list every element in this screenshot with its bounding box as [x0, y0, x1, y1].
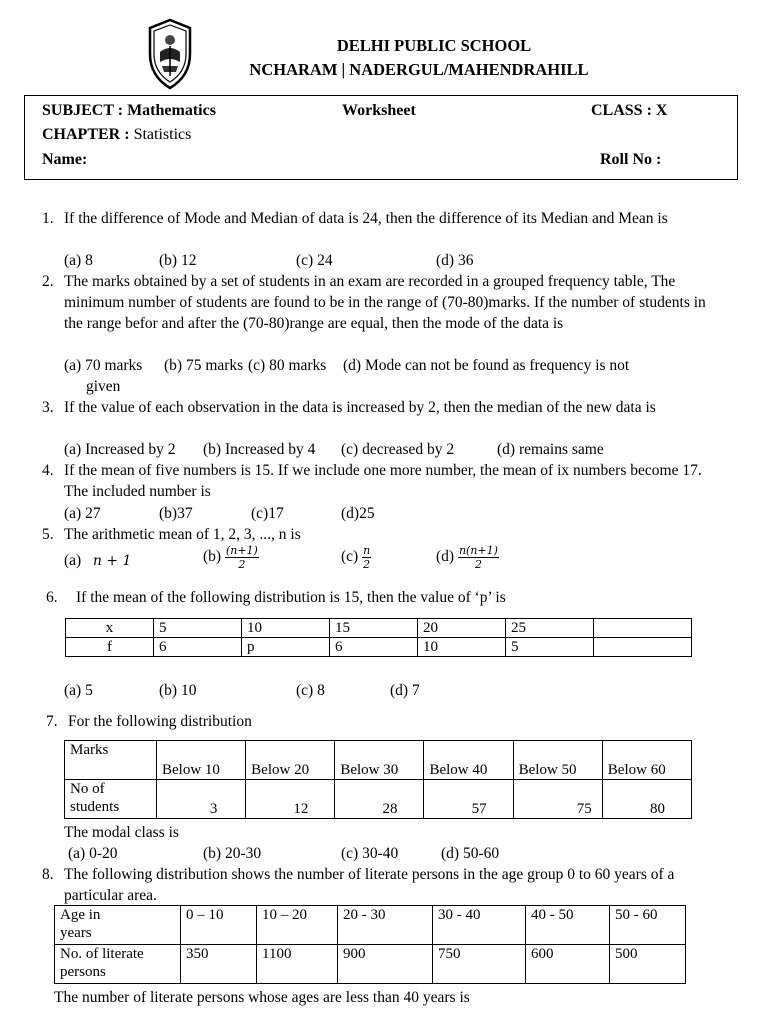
table-cell: 10 – 20	[257, 906, 338, 945]
table-cell: 6	[154, 638, 242, 657]
q7-option-a: (a) 0-20	[68, 845, 118, 862]
table-cell: 900	[338, 945, 433, 984]
q1-number: 1.	[42, 210, 54, 227]
q3-option-b: (b) Increased by 4	[203, 441, 316, 458]
q1-option-d: (d) 36	[436, 252, 474, 269]
table-cell: p	[242, 638, 330, 657]
q3-option-d: (d) remains same	[497, 441, 604, 458]
q2-option-c: (c) 80 marks	[248, 357, 327, 374]
q3-number: 3.	[42, 399, 54, 416]
name-label: Name:	[42, 151, 88, 168]
q7-row-label-line2: students	[70, 799, 120, 815]
table-cell: 5	[506, 638, 594, 657]
q5-option-c-fraction	[362, 544, 371, 571]
q5-option-c	[341, 544, 371, 571]
q7-distribution-table	[64, 740, 692, 819]
q2-option-b: (b) 75 marks	[164, 357, 244, 374]
q5-number: 5.	[42, 526, 54, 543]
q5-option-c-label: (c)	[341, 548, 359, 566]
q8-literacy-table	[54, 905, 686, 984]
table-row	[66, 619, 692, 638]
q8-after-text: The number of literate persons whose ages are less than 40 years is	[54, 989, 470, 1006]
chapter-value: Statistics	[133, 126, 192, 143]
school-location: NCHARAM | NADERGUL/MAHENDRAHILL	[249, 60, 589, 79]
table-cell: 50 - 60	[610, 906, 686, 945]
worksheet-label: Worksheet	[342, 102, 416, 119]
q7-option-c: (c) 30-40	[341, 845, 399, 862]
q6-number: 6.	[46, 589, 58, 606]
table-row	[65, 741, 692, 780]
q7-row-label	[65, 780, 157, 819]
q7-number: 7.	[46, 713, 58, 730]
q5-option-d-fraction	[458, 544, 499, 571]
table-cell: 750	[433, 945, 526, 984]
q5-option-c-denominator: 2	[363, 558, 371, 571]
q7-header-cell: Marks	[65, 741, 157, 780]
q1-option-c: (c) 24	[296, 252, 333, 269]
q5-option-a	[64, 550, 131, 572]
table-cell	[594, 619, 692, 638]
q5-option-b-label: (b)	[203, 548, 222, 566]
table-cell: 10	[242, 619, 330, 638]
table-cell: Below 60	[602, 741, 691, 780]
table-row	[55, 945, 686, 984]
table-row	[66, 638, 692, 657]
table-cell: 600	[526, 945, 610, 984]
table-row	[55, 906, 686, 945]
q6-option-c: (c) 8	[296, 682, 325, 699]
table-cell: 5	[154, 619, 242, 638]
q7-row-label-line1: No of	[70, 781, 105, 797]
q8-row1-label-line1: Age in	[60, 907, 101, 923]
q6-distribution-table	[65, 618, 692, 657]
q8-row2-label-line2: persons	[60, 964, 106, 980]
q4-text: If the mean of five numbers is 15. If we include one more number, the mean of ix numbers become 17. The included number is	[64, 462, 702, 500]
q2-option-d-continued: given	[86, 378, 121, 395]
table-cell: f	[66, 638, 154, 657]
q5-option-a-expr: n + 1	[92, 553, 132, 569]
q5-option-b-numerator: (n+1)	[225, 544, 258, 557]
table-cell: 12	[246, 780, 335, 819]
q6-option-a: (a) 5	[64, 682, 93, 699]
table-cell: 350	[181, 945, 257, 984]
q5-option-b-denominator: 2	[238, 558, 246, 571]
q8-text: The following distribution shows the number of literate persons in the age group 0 to 60 years of a particular area.	[64, 866, 675, 904]
q6-option-d: (d) 7	[390, 682, 420, 699]
table-cell: 0 – 10	[181, 906, 257, 945]
table-cell: 57	[424, 780, 513, 819]
table-cell: 6	[330, 638, 418, 657]
q2-text: The marks obtained by a set of students in an exam are recorded in a grouped frequency table, The minimum number of students are found to be in the range of (70-80)marks. If the number of students in the range befor and after the (70-80)range are equal, then the mode of the data is	[64, 273, 706, 332]
q3-option-a: (a) Increased by 2	[64, 441, 176, 458]
q8-row2-label	[55, 945, 181, 984]
q3-option-c: (c) decreased by 2	[341, 441, 455, 458]
table-cell: 10	[418, 638, 506, 657]
q8-row1-label-line2: years	[60, 925, 92, 941]
q5-option-d-denominator: 2	[474, 558, 482, 571]
subject-label: SUBJECT : Mathematics	[42, 102, 216, 119]
table-cell: Below 40	[424, 741, 513, 780]
q1-option-a: (a) 8	[64, 252, 93, 269]
q4-option-a: (a) 27	[64, 505, 101, 522]
q4-option-d: (d)25	[341, 505, 375, 522]
q7-option-b: (b) 20-30	[203, 845, 262, 862]
table-cell: 28	[335, 780, 424, 819]
table-cell: 15	[330, 619, 418, 638]
q6-text: If the mean of the following distribution is 15, then the value of ‘p’ is	[76, 589, 506, 606]
q7-text: For the following distribution	[68, 713, 252, 730]
q2-option-a: (a) 70 marks	[64, 357, 143, 374]
table-cell	[594, 638, 692, 657]
table-cell: Below 20	[246, 741, 335, 780]
q4-number: 4.	[42, 462, 54, 479]
table-row	[65, 780, 692, 819]
table-cell: Below 50	[513, 741, 602, 780]
q5-text: The arithmetic mean of 1, 2, 3, ..., n is	[64, 526, 301, 543]
school-name: DELHI PUBLIC SCHOOL	[336, 36, 532, 55]
table-cell: 3	[157, 780, 246, 819]
q2-number: 2.	[42, 273, 54, 290]
table-cell: Below 10	[157, 741, 246, 780]
table-cell: 80	[602, 780, 691, 819]
q1-text: If the difference of Mode and Median of data is 24, then the difference of its Median and Mean is	[64, 210, 668, 227]
q5-option-d-label: (d)	[436, 548, 455, 566]
table-cell: x	[66, 619, 154, 638]
roll-label: Roll No :	[600, 151, 662, 168]
q5-option-b-fraction	[225, 544, 259, 571]
q4-option-b: (b)37	[159, 505, 193, 522]
q5-option-d-numerator: n(n+1)	[458, 544, 498, 557]
table-cell: 75	[513, 780, 602, 819]
table-cell: 20 - 30	[338, 906, 433, 945]
table-cell: 20	[418, 619, 506, 638]
q5-option-c-numerator: n	[363, 544, 371, 557]
chapter-row	[42, 126, 191, 144]
q2-option-d: (d) Mode can not be found as frequency is not	[343, 357, 630, 374]
q3-text: If the value of each observation in the data is increased by 2, then the median of the new data is	[64, 399, 656, 416]
table-cell: 500	[610, 945, 686, 984]
chapter-key: CHAPTER :	[42, 126, 130, 143]
worksheet-header-box	[24, 95, 738, 180]
table-cell: Below 30	[335, 741, 424, 780]
class-label: CLASS : X	[591, 102, 668, 119]
q4-option-c: (c)17	[251, 505, 284, 522]
q7-after-text: The modal class is	[64, 824, 179, 841]
q8-row1-label	[55, 906, 181, 945]
q5-option-d	[436, 544, 499, 571]
table-cell: 25	[506, 619, 594, 638]
q8-number: 8.	[42, 866, 54, 883]
q8-row2-label-line1: No. of literate	[60, 946, 144, 962]
q6-option-b: (b) 10	[159, 682, 197, 699]
q5-option-a-label: (a)	[64, 552, 82, 569]
table-cell: 1100	[257, 945, 338, 984]
q5-option-b	[203, 544, 259, 571]
q7-option-d: (d) 50-60	[441, 845, 500, 862]
q1-option-b: (b) 12	[159, 252, 197, 269]
table-cell: 40 - 50	[526, 906, 610, 945]
table-cell: 30 - 40	[433, 906, 526, 945]
